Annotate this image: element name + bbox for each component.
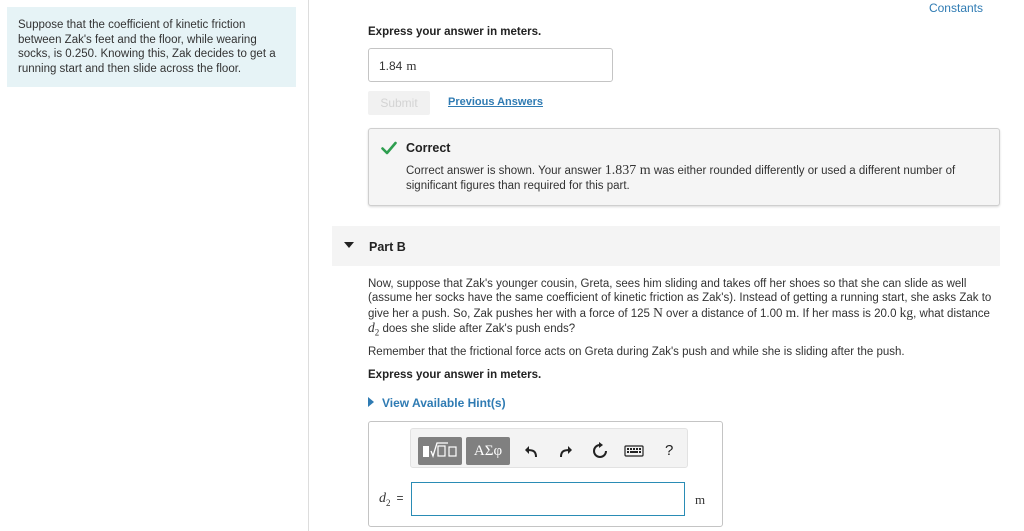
- answer-unit-label: m: [695, 492, 706, 507]
- expand-caret-icon[interactable]: [368, 397, 374, 407]
- part-b-header[interactable]: [332, 226, 1000, 266]
- collapse-caret-icon[interactable]: [344, 242, 354, 248]
- d2-answer-input[interactable]: [411, 482, 685, 516]
- variable-letter: d: [368, 320, 375, 336]
- feedback-text-before: Correct answer is shown. Your answer: [406, 165, 605, 177]
- templates-button[interactable]: [418, 437, 462, 465]
- mass-unit: kg: [899, 304, 914, 320]
- part-a-express-label: Express your answer in meters.: [368, 26, 542, 38]
- problem-intro-text: Suppose that the coefficient of kinetic friction between Zak's feet and the floor, while wearing socks, is 0.250. Knowing this, Zak decides to get a running start and then slide across the floor.: [18, 19, 276, 76]
- part-b-title: Part B: [369, 240, 406, 254]
- equals-sign: =: [396, 491, 404, 505]
- part-a-answer-value: 1.84: [379, 59, 403, 73]
- undo-icon[interactable]: [523, 442, 541, 460]
- question-segment: , what distance: [913, 307, 990, 320]
- answer-variable-label: [379, 491, 404, 508]
- variable-d2: [368, 320, 380, 338]
- feedback-title: Correct: [406, 141, 451, 155]
- part-b-reminder: Remember that the frictional force acts on Greta during Zak's push and while she is sliding after the push.: [368, 346, 905, 358]
- distance-unit: m: [785, 304, 797, 320]
- part-b-answer-panel: [368, 421, 723, 527]
- redo-icon[interactable]: [556, 442, 574, 460]
- keyboard-icon[interactable]: [624, 442, 644, 460]
- left-panel: [0, 0, 309, 531]
- variable-subscript: 2: [374, 327, 380, 338]
- problem-intro: [7, 7, 296, 87]
- question-segment: over a distance of 1.00: [662, 307, 786, 320]
- feedback-answer-value: 1.837 m: [604, 163, 651, 178]
- previous-answers-link[interactable]: Previous Answers: [448, 96, 543, 108]
- force-unit: N: [653, 304, 663, 320]
- part-a-answer-unit: m: [406, 58, 417, 73]
- feedback-correct-box: [368, 128, 1000, 206]
- view-hints-label[interactable]: View Available Hint(s): [382, 396, 506, 410]
- part-b-express-label: Express your answer in meters.: [368, 369, 542, 381]
- feedback-text: [406, 164, 986, 193]
- question-segment: . If her mass is 20.0: [796, 307, 900, 320]
- math-toolbar: [410, 428, 688, 468]
- constants-link[interactable]: Constants: [928, 1, 983, 15]
- answer-variable-letter: d: [379, 491, 386, 506]
- part-a-answer-field[interactable]: [368, 48, 613, 82]
- answer-variable-subscript: 2: [386, 497, 391, 508]
- check-icon: [381, 141, 397, 155]
- templates-icon: [418, 437, 462, 465]
- help-button[interactable]: ?: [665, 442, 674, 459]
- submit-button[interactable]: Submit: [368, 91, 430, 115]
- question-segment: Now, suppose that Zak's younger cousin, Greta, sees him sliding and takes off her shoes so that she can slide as well (assume her socks have the same coefficient of kinetic friction as Zak's). Instead of getting a running start, she asks Zak to give her a push. So, Zak pushes her with a force of 125: [368, 278, 992, 320]
- question-segment: does she slide after Zak's push ends?: [379, 323, 576, 336]
- reset-icon[interactable]: [591, 442, 609, 460]
- feedback-text-after: was either rounded differently or used a different number of significant figures than required for this part.: [406, 165, 956, 192]
- greek-symbols-button[interactable]: ΑΣφ: [466, 437, 510, 465]
- part-b-question: [368, 277, 1004, 340]
